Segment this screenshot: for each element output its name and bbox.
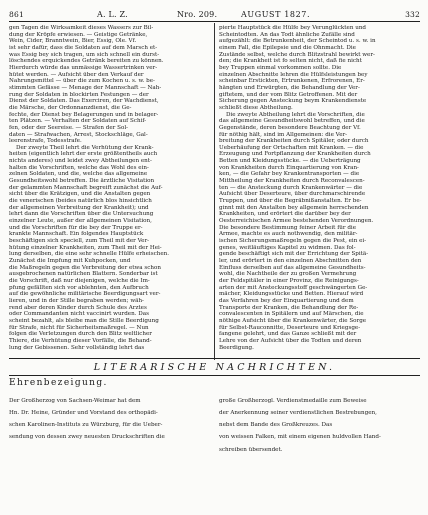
text-line: Zustände selbst, welche durch Blitzstrahl bewirkt wer- xyxy=(219,51,375,58)
text-line: von weissen Falken, mit einem eigenen huldvollen Hand- xyxy=(219,434,381,441)
text-line: die venerischen (beides natürlich blos hinsichtlich xyxy=(9,198,152,205)
text-line: Ueberhäufung der Ortschaften mit Kranken. — die xyxy=(219,144,364,151)
text-line: Sicherung gegen Ansteckung beym Krankendienste xyxy=(219,98,367,105)
bottom-left-column xyxy=(9,392,209,447)
text-line: ten — die Ansteckung durch Krankenwärter — die xyxy=(219,184,363,191)
text-line: mächer, Kleidungsstücke und Betten. Hierauf wird xyxy=(219,291,364,298)
text-line: Der Großherzog von Sachsen-Weimar hat dem xyxy=(9,397,141,404)
text-line: Hierdurch würde das unmässige Wassertrinken ver- xyxy=(9,64,158,71)
text-line: dung der Kröpfe erwiesen. — Geistige Getränke, xyxy=(9,31,148,38)
text-line: rend aber deren Kinder durch Schule des Arztes xyxy=(9,304,147,311)
text-line: nöthige Aufsicht über die Krankenwärter, die Sorge xyxy=(219,317,367,324)
text-line: fen, oder der Seereise. — Strafen der Sol- xyxy=(9,124,129,131)
text-line: Krankheiten, und erörtert die darüber bey der xyxy=(219,211,351,218)
section-rule-top xyxy=(9,358,420,359)
text-line: Oesterreichischen Armee bestehenden Verordnungen. xyxy=(219,218,374,225)
text-line: Gesundheitswohl betreffen. Die ärztliche Visitation xyxy=(9,178,155,185)
issue-number: Nro. 209. xyxy=(177,10,218,19)
text-line: für Strafe, nicht für Sicherheitsmaßregel. — Nun xyxy=(9,324,149,331)
text-line: Nahrungsmittel — über die zum Kochen u. s. w. be- xyxy=(9,78,155,85)
text-line: Armee, machte es auch nothwendig, den militär- xyxy=(219,231,358,238)
text-line: hütung einzelner Krankheiten, zum Theil mit der Hei- xyxy=(9,244,162,251)
text-line: Mittheilung der Krankheiten durch Reconvalescen- xyxy=(219,178,365,185)
text-line: nichts anderes) und leidet zwey Abtheilungen ent- xyxy=(9,158,152,165)
text-line: arten der mit Ansteckungsstoff geschwängerten Ge- xyxy=(219,284,368,291)
issue-date: AUGUST 1827. xyxy=(241,10,311,19)
subheading: Ehrenbezeigung. xyxy=(9,378,108,388)
column-divider xyxy=(214,23,215,360)
text-line: Hn. Dr. Heine, Gründer und Vorstand des orthopädi- xyxy=(9,409,158,416)
text-line: die Vorschrift, daß nur diejenigen, welche die Im- xyxy=(9,277,150,284)
text-line: Gegenstände, deren besondere Beachtung der Vf. xyxy=(219,124,361,131)
text-line: fechte, der Dienst bey Belagerungen und in belager- xyxy=(9,111,159,118)
text-line: fangene gelehrt, und das Ganze schließt mit der xyxy=(219,331,357,338)
left-column xyxy=(9,25,209,351)
text-line: wohl, die Nachtheile der zu großen Vermehrung xyxy=(219,271,357,278)
text-line: ken, — die Gefahr bey Krankentransporten — die xyxy=(219,171,360,178)
text-line: löschendes erquickendes Getränk bereiten zu können. xyxy=(9,58,164,65)
page-number-right: 332 xyxy=(405,10,420,19)
text-line: Beerdigung. xyxy=(219,344,254,351)
text-line: die Maßregeln gegen die Verbreitung der etwa schon xyxy=(9,264,161,271)
text-line: convalescenten in Spitälern und auf Märschen, die xyxy=(219,311,364,318)
text-line: ginnt mit den Anstalten bey allgemein herrschenden xyxy=(219,204,369,211)
text-line: pierte Hauptstück die Hülfe bey Verunglückten und xyxy=(219,25,367,31)
text-line: nebst dem Bande des Großkreuzes. Das xyxy=(219,422,333,429)
text-line: ler, und erörtert in den einzelnen Abschnitten den xyxy=(219,257,362,264)
text-line: große Großherzogl. Verdienstmedaille zum Beweise xyxy=(219,397,367,404)
text-line: Der zweyte Theil lehrt die Verhütung der Krank- xyxy=(16,144,154,151)
text-line: Erzeugung und Fortpflanzung der Krankheiten durch xyxy=(219,151,371,158)
text-line: Die zweyte Abtheilung lehrt die Vorschriften, die xyxy=(226,111,365,118)
text-line: Betten und Kleidungsstücke. — die Ueberträgung xyxy=(219,158,361,165)
text-line: schen Karolinen-Instituts zu Würzburg, für die Ueber- xyxy=(9,422,163,429)
text-line: Die besondere Bestimmung feiner Arbeit für die xyxy=(219,224,357,231)
right-column xyxy=(219,25,420,351)
text-line: sicht über die Krätzigen, und die Anstalten gegen xyxy=(9,191,151,198)
text-line: hängten und Erwürgten, die Behandlung der Ver- xyxy=(219,84,360,91)
text-line: die Märsche, der Ordonnanzdienst, die Ge- xyxy=(9,104,132,111)
text-line: daten — Strafwachen, Arrest, Stockschläge, Gal- xyxy=(9,131,148,138)
text-line: heiten (eigentlich lehrt der erste größtentheils auch xyxy=(9,151,158,158)
page-header xyxy=(9,9,420,21)
text-line: beschäftigen sich speciell, zum Theil mit der Ver- xyxy=(9,238,150,244)
text-line: zelnen Soldaten, und die, welche das allgemeine xyxy=(9,171,148,178)
text-line: was Essig bey sich tragen, um sich schnell ein durst- xyxy=(9,51,160,58)
text-line: schließt diese Abtheilung. xyxy=(219,104,293,111)
text-line: Zunächst die Impfung mit Kuhpocken, und xyxy=(9,257,131,264)
text-line: scheinbar Erstickten, Ertrunkenen, Erfrorenen, Er- xyxy=(219,78,365,85)
text-line: Einfluss derselben auf das allgemeine Gesundheits- xyxy=(219,264,366,271)
text-line: giftetem, und der vom Blitz Getroffenen. Mit der xyxy=(219,91,358,98)
text-line: einzelnen Abschnitte lehren die Hülfsleistungen bey xyxy=(219,71,368,78)
text-line: das Verfahren bey der Einquartierung und dem xyxy=(219,297,354,304)
section-title: LITERARISCHE NACHRICHTEN. xyxy=(93,362,336,373)
journal-name: A. L. Z. xyxy=(97,10,128,19)
text-line: Thiere, die Verhütung dieser Vorfälle, die Behand- xyxy=(9,337,152,344)
text-line: und die Vorschriften für die bey der Truppe er- xyxy=(9,224,143,231)
text-line: oder Commandanten nicht vaccinirt wurden. Das xyxy=(9,311,149,318)
text-line: breitung der Krankheiten durch Spitäler, oder durch xyxy=(219,138,369,145)
text-line: Aufsicht über Deserteure, über durchmarschirende xyxy=(219,191,366,198)
text-line: rung der Soldaten in blockirten Festungen — der xyxy=(9,91,149,98)
text-line: der gelammten Mannschaft begreift zunächst die Auf- xyxy=(9,184,163,191)
text-line: bey Truppen einmal vorkommen sollte. Die xyxy=(219,64,342,71)
text-line: ausgebrochenen natürlichen Blattern. Sonderbar ist xyxy=(9,271,158,278)
text-line: lung der Gebissenen. Sehr vollständig lehrt das xyxy=(9,344,145,351)
bottom-right-column xyxy=(219,392,420,459)
text-line: aufgezählt: die Betrunkenheit, der Scheintod u. s. w. in xyxy=(219,38,376,45)
text-line: gen Tagen die Wirksamkeit dieses Wassers zur Bil- xyxy=(9,25,154,31)
text-line: den; die Krankheit ist fo selten nicht, daß fie nicht xyxy=(219,58,362,65)
text-line: Dienst der Soldaten. Das Exerciren, der Wachdienst, xyxy=(9,98,159,105)
text-line: lieren, und in der Stille begraben werden; wäh- xyxy=(9,297,144,304)
text-line: der allgemeinen Verbreitung der Krankheit); und xyxy=(9,204,149,211)
text-line: Wein, Cider, Branntwein, Bier, Essig, Öle. Vf. xyxy=(9,38,137,45)
newspaper-page xyxy=(9,9,420,509)
text-line: für nöthig hält, sind im Allgemeinen: die Ver- xyxy=(219,131,348,138)
text-line: Truppen, und über die Begräbnißanstalten. Er be- xyxy=(219,198,362,205)
text-line: genes, weitläuftiges Kapitel zu widmen. Das fol- xyxy=(219,244,356,251)
text-line: für Selbst-Rauconnitte, Deserteure und Kriegsge- xyxy=(219,324,361,331)
text-line: der Feldspitäler in einer Provinz, die Reinigungs- xyxy=(219,277,359,284)
text-line: das allgemeine Gesundheitswohl betreffen, und die xyxy=(219,118,365,125)
text-line: Lehre von der Aufsicht über die Todten und deren xyxy=(219,337,362,344)
text-line: ischen Sicherungsmaßregeln gegen die Pest, ein ei- xyxy=(219,238,367,244)
text-line: ten Plätzen. — Verhalten der Soldaten auf Schif- xyxy=(9,118,147,125)
page-number-left: 861 xyxy=(9,10,24,19)
text-line: lung derselben, die eine sehr schnelle Hülfe erheischen. xyxy=(9,251,170,258)
text-line: Scheintodten. An das Todt ähnliche Zufälle sind xyxy=(219,31,355,38)
header-rule xyxy=(9,21,420,22)
text-line: krankte Mannschaft. Ein folgendes Hauptstück xyxy=(9,231,144,238)
text-line: leerenstrafe, Todesstrafe. xyxy=(9,138,82,145)
text-line: sendung von dessen zwey neuesten Druckschriften die xyxy=(9,434,165,441)
text-line: folgen die Verletzungen durch den Blitz weltlicher xyxy=(9,331,152,338)
text-line: einzelner Leute, außer der allgemeinen Visitation, xyxy=(9,218,152,225)
text-line: gende beschäftigt sich mit der Errichtung der Spitä- xyxy=(219,251,369,258)
text-line: der Anerkennung seiner verdienstlichen Bestrebungen, xyxy=(219,409,377,416)
text-line: hütet werden. — Aufsicht über den Verkauf der xyxy=(9,71,144,78)
text-line: scheint bezahlt, als bleibe man die Stille Beerdigung xyxy=(9,317,159,324)
text-line: auf die gewöhnliche militärische Beerdigungsart ver- xyxy=(9,291,161,298)
text-line: halten die Vorschriften, welche das Wohl des ein- xyxy=(9,164,149,171)
text-line: von Krankheiten durch Einquartierung von Kran- xyxy=(219,164,359,171)
text-line: schreiben übersendet. xyxy=(219,446,283,453)
text-line: Transporte der Kranken, die Behandlung der Re- xyxy=(219,304,359,311)
text-line: pfung gefällten sich vor ablehnten, den Aufbruch xyxy=(9,284,149,291)
text-line: stimmten Gefässe — Menage der Mannschaft — Nah- xyxy=(9,84,162,91)
text-line: ist sehr dafür, dass die Soldaten auf dem Marsch et- xyxy=(9,44,158,51)
text-line: einem Fall, die Epilepsie und die Ohnmacht. Die xyxy=(219,44,356,51)
text-line: lehrt dann die Vorschriften über die Untersuchung xyxy=(9,211,154,218)
section-rule-bottom xyxy=(9,375,420,376)
